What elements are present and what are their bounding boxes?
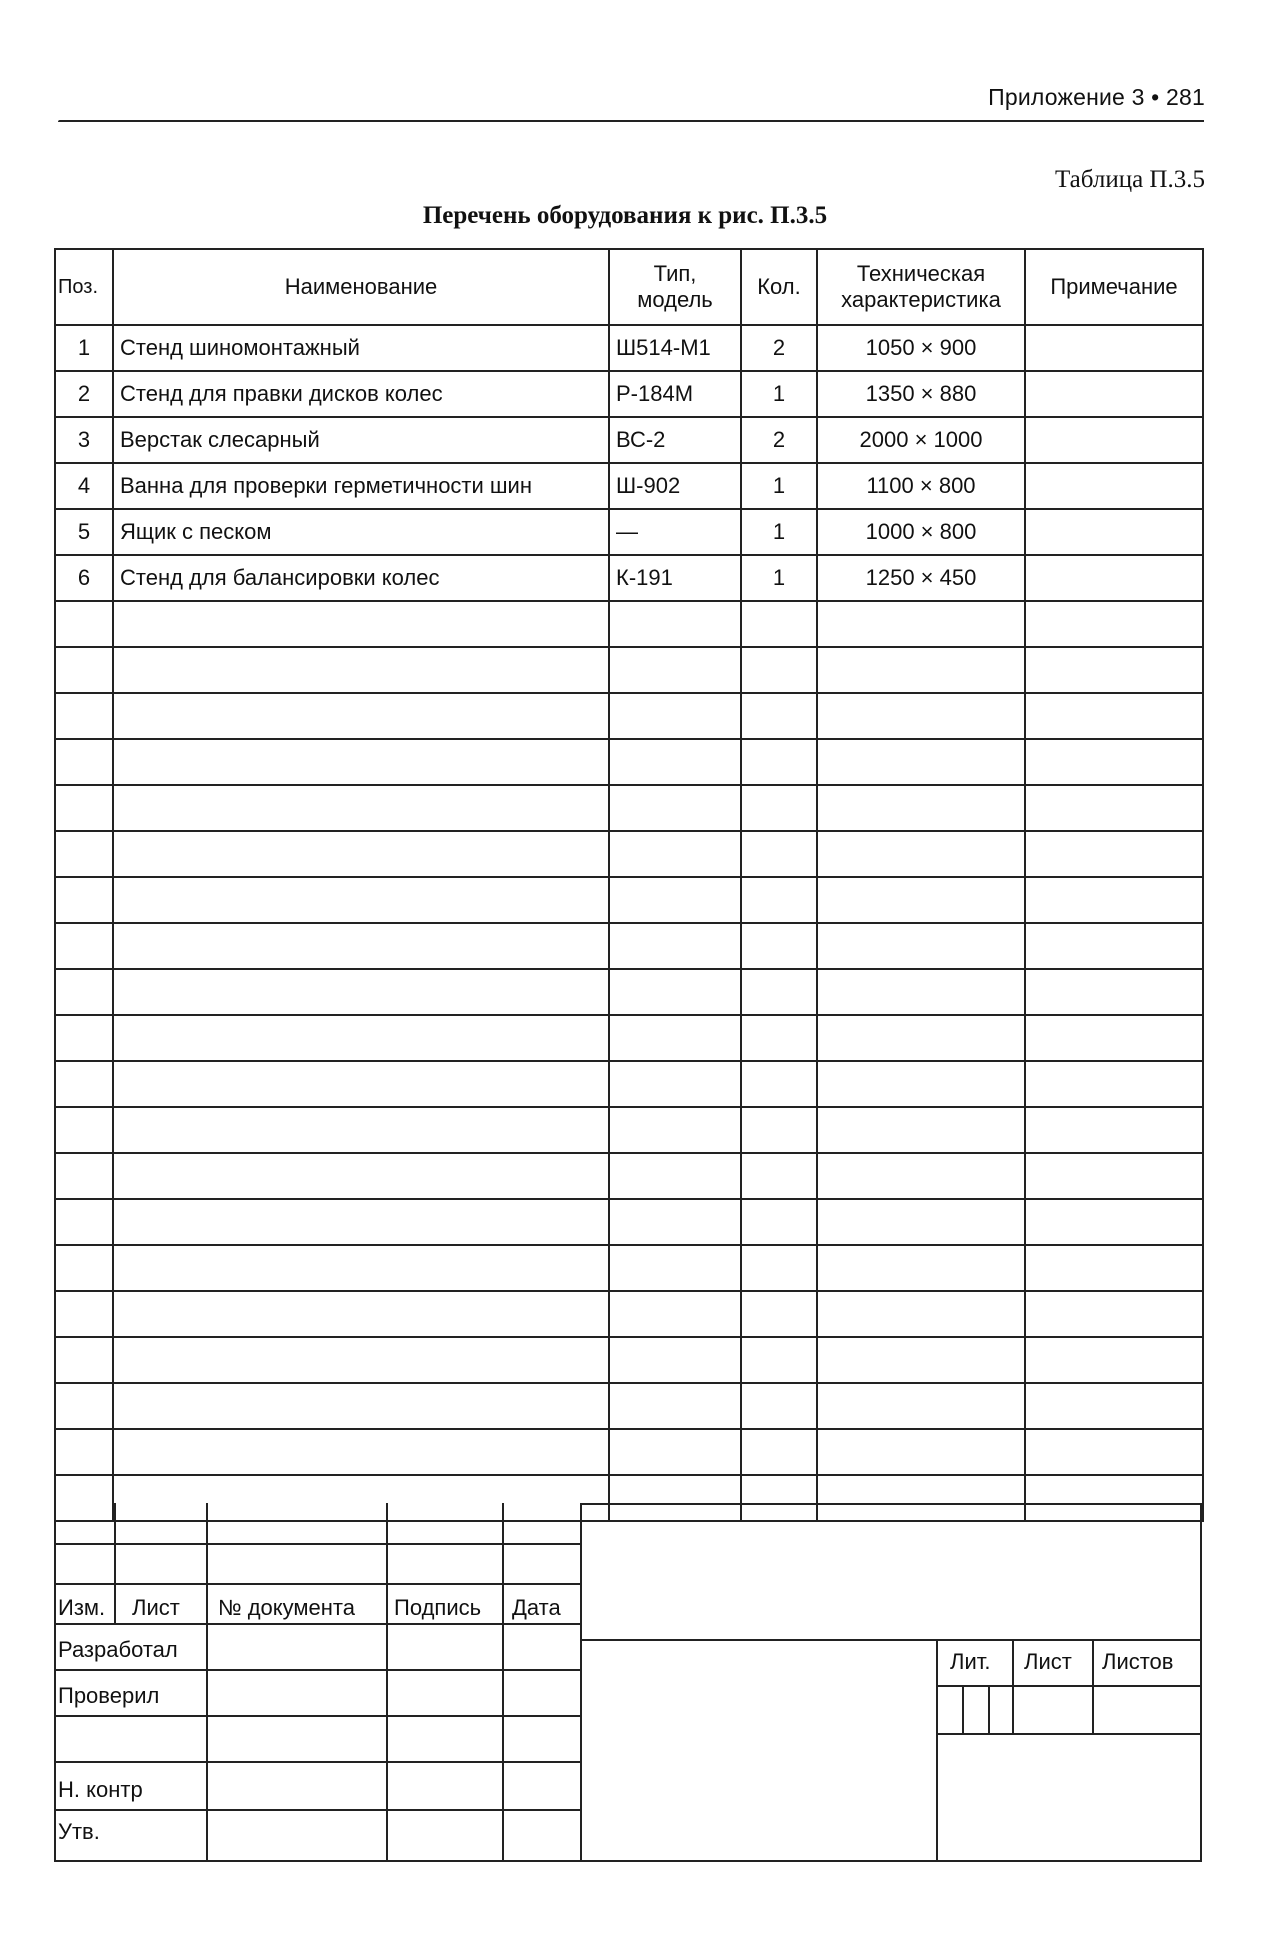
cell-name	[113, 601, 609, 647]
cell-type	[609, 601, 741, 647]
cell-qty	[741, 693, 817, 739]
cell-note	[1025, 877, 1203, 923]
label-developed: Разработал	[58, 1637, 178, 1662]
cell-qty	[741, 739, 817, 785]
cell-qty: 1	[741, 371, 817, 417]
cell-type	[609, 1015, 741, 1061]
col-header-spec: Техническая характеристика	[817, 249, 1025, 325]
cell-spec	[817, 1429, 1025, 1475]
cell-spec: 1100 × 800	[817, 463, 1025, 509]
cell-qty	[741, 1245, 817, 1291]
cell-type: Ш-902	[609, 463, 741, 509]
cell-qty	[741, 969, 817, 1015]
cell-name: Верстак слесарный	[113, 417, 609, 463]
cell-qty	[741, 1015, 817, 1061]
cell-note	[1025, 1061, 1203, 1107]
cell-note	[1025, 785, 1203, 831]
cell-type	[609, 1383, 741, 1429]
empty-table-row	[55, 785, 1203, 831]
cell-spec	[817, 1153, 1025, 1199]
cell-pos	[55, 1245, 113, 1291]
col-header-pos: Поз.	[55, 249, 113, 325]
cell-type: ВС-2	[609, 417, 741, 463]
cell-note	[1025, 1199, 1203, 1245]
cell-note	[1025, 739, 1203, 785]
cell-note	[1025, 1015, 1203, 1061]
cell-type	[609, 1429, 741, 1475]
cell-qty: 1	[741, 509, 817, 555]
cell-type	[609, 647, 741, 693]
cell-name	[113, 1199, 609, 1245]
table-row	[55, 325, 1203, 371]
cell-note	[1025, 417, 1203, 463]
cell-pos	[55, 739, 113, 785]
empty-table-row	[55, 1015, 1203, 1061]
cell-type	[609, 1337, 741, 1383]
cell-spec: 2000 × 1000	[817, 417, 1025, 463]
label-sheet: Лист	[1024, 1649, 1072, 1674]
empty-table-row	[55, 693, 1203, 739]
table-row	[55, 371, 1203, 417]
cell-qty: 1	[741, 555, 817, 601]
cell-note	[1025, 509, 1203, 555]
cell-pos: 1	[55, 325, 113, 371]
cell-pos: 5	[55, 509, 113, 555]
cell-name	[113, 1153, 609, 1199]
cell-type	[609, 1245, 741, 1291]
cell-spec	[817, 923, 1025, 969]
empty-table-row	[55, 647, 1203, 693]
cell-type	[609, 1061, 741, 1107]
cell-qty	[741, 1199, 817, 1245]
cell-note	[1025, 647, 1203, 693]
cell-pos	[55, 1337, 113, 1383]
cell-name	[113, 1107, 609, 1153]
cell-spec: 1250 × 450	[817, 555, 1025, 601]
cell-pos	[55, 601, 113, 647]
cell-qty: 1	[741, 463, 817, 509]
cell-pos	[55, 1429, 113, 1475]
label-doc-number: № документа	[218, 1595, 355, 1620]
empty-table-row	[55, 1061, 1203, 1107]
cell-spec	[817, 1061, 1025, 1107]
cell-name	[113, 739, 609, 785]
cell-type	[609, 1199, 741, 1245]
cell-spec: 1350 × 880	[817, 371, 1025, 417]
cell-type	[609, 1153, 741, 1199]
empty-table-row	[55, 923, 1203, 969]
label-n-contr: Н. контр	[58, 1777, 143, 1802]
empty-table-row	[55, 601, 1203, 647]
label-date: Дата	[512, 1595, 561, 1620]
cell-spec: 1050 × 900	[817, 325, 1025, 371]
cell-pos	[55, 1383, 113, 1429]
cell-note	[1025, 1429, 1203, 1475]
cell-note	[1025, 1291, 1203, 1337]
cell-type	[609, 831, 741, 877]
label-checked: Проверил	[58, 1683, 160, 1708]
cell-spec	[817, 1015, 1025, 1061]
cell-type	[609, 877, 741, 923]
cell-spec	[817, 785, 1025, 831]
cell-spec	[817, 1383, 1025, 1429]
cell-name	[113, 1383, 609, 1429]
cell-note	[1025, 1107, 1203, 1153]
table-header-row	[55, 249, 1203, 325]
running-head: Приложение 3 • 281	[988, 84, 1205, 110]
header-rule	[58, 120, 1204, 122]
cell-qty	[741, 877, 817, 923]
empty-table-row	[55, 739, 1203, 785]
cell-note	[1025, 371, 1203, 417]
cell-type	[609, 739, 741, 785]
label-list: Лист	[132, 1595, 180, 1620]
cell-name	[113, 969, 609, 1015]
cell-spec	[817, 877, 1025, 923]
label-lit: Лит.	[950, 1649, 991, 1674]
cell-pos	[55, 877, 113, 923]
empty-table-row	[55, 1107, 1203, 1153]
cell-note	[1025, 601, 1203, 647]
table-title: Перечень оборудования к рис. П.3.5	[422, 202, 828, 229]
cell-type	[609, 785, 741, 831]
cell-name	[113, 831, 609, 877]
cell-spec	[817, 1291, 1025, 1337]
table-number: Таблица П.3.5	[1055, 166, 1205, 193]
cell-note	[1025, 325, 1203, 371]
cell-spec	[817, 969, 1025, 1015]
cell-spec	[817, 1337, 1025, 1383]
cell-spec	[817, 1245, 1025, 1291]
table-row	[55, 509, 1203, 555]
cell-pos	[55, 831, 113, 877]
empty-table-row	[55, 877, 1203, 923]
table-row	[55, 463, 1203, 509]
cell-note	[1025, 1153, 1203, 1199]
cell-qty	[741, 1337, 817, 1383]
cell-pos	[55, 1015, 113, 1061]
cell-type	[609, 923, 741, 969]
cell-type: К-191	[609, 555, 741, 601]
cell-note	[1025, 463, 1203, 509]
label-approved: Утв.	[58, 1819, 100, 1844]
cell-pos	[55, 785, 113, 831]
cell-spec	[817, 601, 1025, 647]
cell-type	[609, 1107, 741, 1153]
cell-qty	[741, 601, 817, 647]
cell-name	[113, 1015, 609, 1061]
cell-note	[1025, 1245, 1203, 1291]
cell-name	[113, 1061, 609, 1107]
cell-qty	[741, 647, 817, 693]
cell-spec	[817, 647, 1025, 693]
cell-name	[113, 1245, 609, 1291]
cell-name	[113, 1337, 609, 1383]
cell-spec	[817, 693, 1025, 739]
cell-qty	[741, 923, 817, 969]
cell-qty: 2	[741, 417, 817, 463]
cell-pos	[55, 969, 113, 1015]
cell-qty	[741, 785, 817, 831]
cell-qty	[741, 1429, 817, 1475]
cell-type: Ш514-М1	[609, 325, 741, 371]
cell-qty	[741, 1107, 817, 1153]
cell-type	[609, 1291, 741, 1337]
cell-spec	[817, 1107, 1025, 1153]
cell-name	[113, 1291, 609, 1337]
cell-pos	[55, 693, 113, 739]
cell-name	[113, 877, 609, 923]
cell-qty	[741, 1061, 817, 1107]
cell-type	[609, 969, 741, 1015]
cell-name	[113, 647, 609, 693]
empty-table-row	[55, 1383, 1203, 1429]
empty-table-row	[55, 969, 1203, 1015]
col-header-qty: Кол.	[741, 249, 817, 325]
cell-spec	[817, 831, 1025, 877]
label-izm: Изм.	[58, 1595, 106, 1620]
cell-type: —	[609, 509, 741, 555]
cell-pos	[55, 1153, 113, 1199]
empty-table-row	[55, 1291, 1203, 1337]
cell-note	[1025, 555, 1203, 601]
cell-note	[1025, 831, 1203, 877]
table-row	[55, 555, 1203, 601]
cell-name	[113, 693, 609, 739]
cell-qty	[741, 831, 817, 877]
cell-type	[609, 693, 741, 739]
cell-qty	[741, 1383, 817, 1429]
cell-pos: 4	[55, 463, 113, 509]
cell-name: Стенд для правки дисков колес	[113, 371, 609, 417]
empty-table-row	[55, 1199, 1203, 1245]
cell-spec	[817, 739, 1025, 785]
cell-name: Стенд шиномонтажный	[113, 325, 609, 371]
cell-type: Р-184М	[609, 371, 741, 417]
cell-pos	[55, 1107, 113, 1153]
cell-name	[113, 785, 609, 831]
col-header-type: Тип, модель	[609, 249, 741, 325]
cell-note	[1025, 1337, 1203, 1383]
cell-qty	[741, 1291, 817, 1337]
cell-pos: 3	[55, 417, 113, 463]
cell-qty: 2	[741, 325, 817, 371]
equipment-table	[54, 248, 1204, 1522]
cell-pos	[55, 923, 113, 969]
title-block	[54, 1503, 1202, 1862]
empty-table-row	[55, 1429, 1203, 1475]
cell-name: Ванна для проверки герметичности шин	[113, 463, 609, 509]
cell-pos	[55, 1061, 113, 1107]
label-signature: Подпись	[394, 1595, 482, 1620]
cell-name: Ящик с песком	[113, 509, 609, 555]
cell-pos	[55, 647, 113, 693]
label-sheets: Листов	[1102, 1649, 1174, 1674]
cell-name: Стенд для балансировки колес	[113, 555, 609, 601]
cell-spec	[817, 1199, 1025, 1245]
empty-table-row	[55, 1337, 1203, 1383]
cell-spec: 1000 × 800	[817, 509, 1025, 555]
table-row	[55, 417, 1203, 463]
empty-table-row	[55, 831, 1203, 877]
cell-name	[113, 923, 609, 969]
cell-note	[1025, 693, 1203, 739]
empty-table-row	[55, 1245, 1203, 1291]
col-header-name: Наименование	[113, 249, 609, 325]
cell-pos	[55, 1291, 113, 1337]
cell-note	[1025, 969, 1203, 1015]
cell-qty	[741, 1153, 817, 1199]
empty-table-row	[55, 1153, 1203, 1199]
cell-pos: 2	[55, 371, 113, 417]
cell-note	[1025, 923, 1203, 969]
col-header-note: Примечание	[1025, 249, 1203, 325]
cell-pos: 6	[55, 555, 113, 601]
cell-name	[113, 1429, 609, 1475]
cell-note	[1025, 1383, 1203, 1429]
cell-pos	[55, 1199, 113, 1245]
